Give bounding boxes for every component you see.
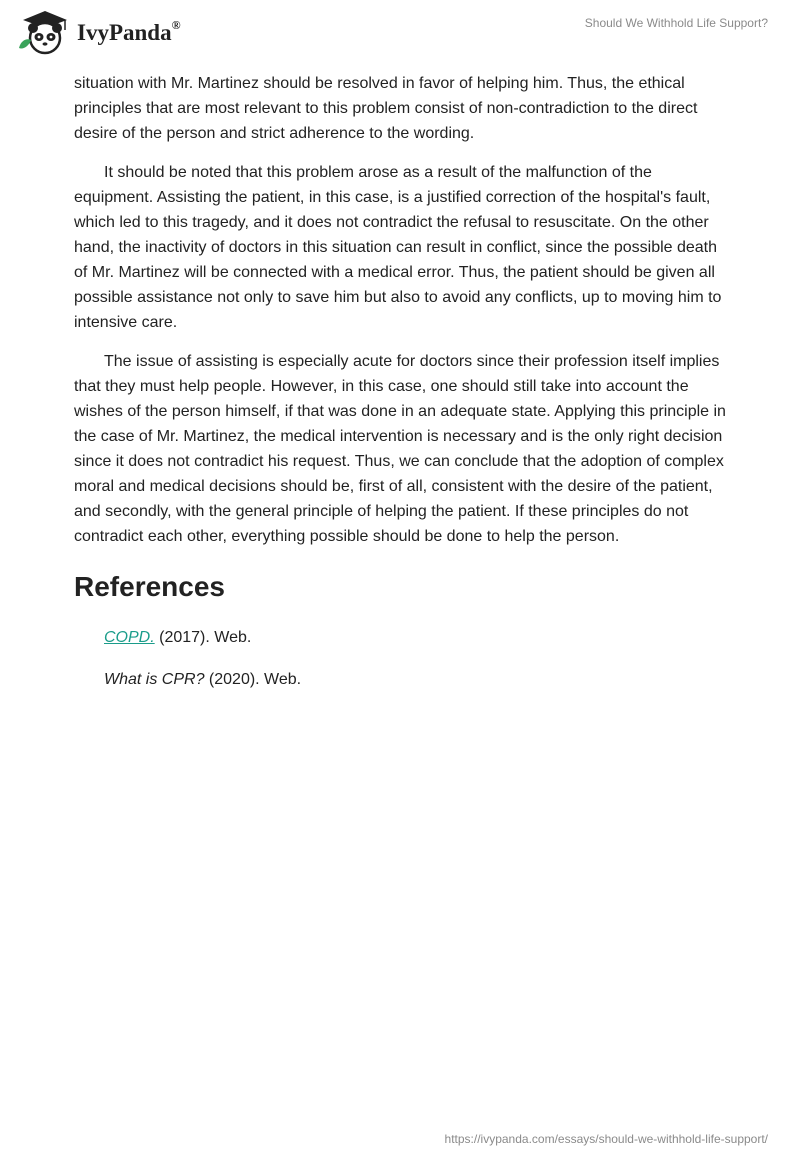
- references-heading: References: [74, 571, 225, 602]
- brand-name: IvyPanda®: [77, 18, 181, 45]
- panda-graduate-icon: [15, 8, 73, 56]
- reference-title-cpr: What is CPR?: [104, 671, 205, 688]
- paragraph-2: It should be noted that this problem arose as a result of the malfunction of the equipment. Assisting the patient, in this case, is a justified correction of the hospital's fault, which led to this tragedy, and it does not contradict the refusal to resuscitate. On the other hand, the inactivity of doctors in this situation can result in conflict, since the possible death of Mr. Martinez will be connected with a medical error. Thus, the patient should be given all possible assistance not only to save him but also to avoid any conflicts, up to moving him to intensive care.: [74, 164, 722, 331]
- paragraph-1: situation with Mr. Martinez should be resolved in favor of helping him. Thus, the ethical principles that are most relevant to this problem consist of non-contradiction to the direct desire of the person and strict adherence to the wording.: [74, 75, 698, 142]
- reference-link-copd[interactable]: COPD.: [104, 629, 155, 646]
- essay-content: [74, 71, 734, 711]
- footer-url[interactable]: https://ivypanda.com/essays/should-we-withhold-life-support/: [444, 1132, 768, 1146]
- site-logo[interactable]: [15, 8, 181, 56]
- reference-item: COPD. (2017). Web.: [104, 629, 252, 646]
- document-title: Should We Withhold Life Support?: [584, 16, 768, 30]
- reference-item: What is CPR? (2020). Web.: [104, 671, 302, 688]
- paragraph-3: The issue of assisting is especially acute for doctors since their profession itself implies that they must help people. However, in this case, one should still take into account the wishes of the person himself, if that was done in an adequate state. Applying this principle in the case of Mr. Martinez, the medical intervention is necessary and is the only right decision since it does not contradict his request. Thus, we can conclude that the adoption of complex moral and medical decisions should be, first of all, consistent with the desire of the patient, and secondly, with the general principle of helping the patient. If these principles do not contradict each other, everything possible should be done to help the person.: [74, 353, 726, 545]
